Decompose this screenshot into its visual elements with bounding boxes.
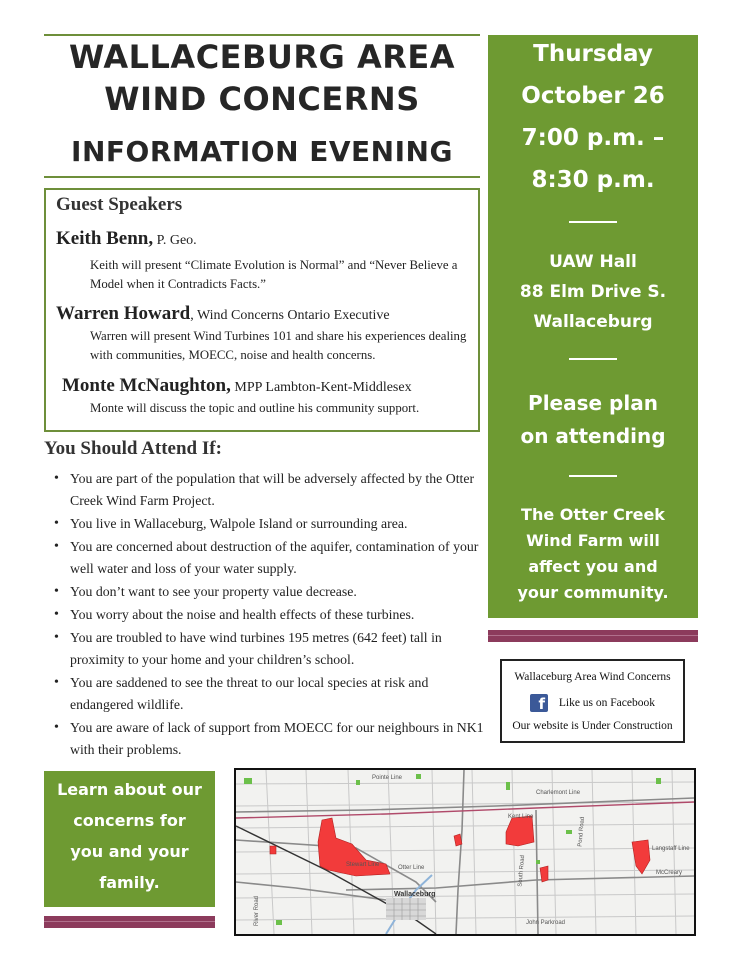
otter-line3: affect you and <box>528 557 658 576</box>
map-label: Kent Line <box>508 814 534 820</box>
speaker-role: MPP Lambton-Kent-Middlesex <box>230 380 412 395</box>
list-item: • You are aware of lack of support from MOECC for our neighbours in NK1 with their problems. <box>52 717 484 761</box>
speaker-name <box>56 228 470 250</box>
learn-box <box>44 771 215 907</box>
attend-list <box>52 468 484 762</box>
map-label: Pointe Line <box>372 775 403 781</box>
map-label: Otter Line <box>398 865 425 871</box>
speaker-name <box>62 375 470 397</box>
page-subtitle: INFORMATION EVENING <box>71 135 453 168</box>
org-name: Wallaceburg Area Wind Concerns <box>514 671 671 683</box>
speaker-name-text: Monte McNaughton, <box>62 375 231 396</box>
map-label: Wallaceburg <box>394 891 436 898</box>
event-date: October 26 <box>521 83 665 109</box>
otter-line2: Wind Farm will <box>526 531 660 550</box>
otter-line4: your community. <box>517 583 669 602</box>
divider <box>569 358 617 360</box>
map-label: McCreary <box>656 870 683 876</box>
town-wallaceburg <box>386 898 426 920</box>
website-status: Our website is Under Construction <box>512 720 673 732</box>
facebook-link-label[interactable]: Like us on Facebook <box>558 696 655 709</box>
accent-bar <box>488 630 698 642</box>
map-label: River Road <box>254 895 260 926</box>
speaker-description: Warren will present Wind Turbines 101 and share his experiences dealing with communities, MOECC, noise and health concerns. <box>90 329 467 362</box>
facebook-link[interactable] <box>502 694 683 712</box>
map-label: Pond Road <box>577 816 587 848</box>
venue-name: UAW Hall <box>549 252 637 272</box>
event-time-start: 7:00 p.m. – <box>521 125 665 151</box>
event-day: Thursday <box>533 41 653 67</box>
speaker-role: , Wind Concerns Ontario Executive <box>190 308 390 323</box>
facebook-icon[interactable]: f <box>530 694 548 712</box>
plan-line2: on attending <box>520 424 666 448</box>
divider <box>569 221 617 223</box>
list-item: • You are saddened to see the threat to our local species at risk and endangered wildlife. <box>52 672 484 716</box>
map-roads <box>236 770 694 934</box>
divider <box>569 475 617 477</box>
list-item: • You live in Wallaceburg, Walpole Island or surrounding area. <box>52 513 484 535</box>
speaker-name-text: Warren Howard <box>56 303 191 324</box>
event-details-panel <box>488 35 698 618</box>
attend-heading: You Should Attend If: <box>44 438 222 459</box>
venue-town: Wallaceburg <box>533 312 653 332</box>
guest-speakers-box <box>44 188 480 432</box>
learn-line3: you and your <box>70 842 189 861</box>
list-item: • You are part of the population that will be adversely affected by the Otter Creek Wind Farm Project. <box>52 468 484 512</box>
list-item: • You are concerned about destruction of the aquifer, contamination of your well water and loss of your water supply. <box>52 536 484 580</box>
list-item: • You worry about the noise and health effects of these turbines. <box>52 604 484 626</box>
speaker-name-text: Keith Benn, <box>56 228 154 249</box>
learn-line1: Learn about our <box>57 780 202 799</box>
title-bottom-rule <box>44 176 480 178</box>
map-main-roads <box>236 770 694 934</box>
speaker-name <box>56 303 470 325</box>
contact-box <box>500 659 685 743</box>
learn-line4: family. <box>99 873 160 892</box>
page-title-line1: WALLACEBURG AREA <box>69 38 455 76</box>
list-item: • You are troubled to have wind turbines 195 metres (642 feet) tall in proximity to your home and your children’s school. <box>52 627 484 671</box>
list-item: • You don’t want to see your property value decrease. <box>52 581 484 603</box>
map-label: Charlemont Line <box>536 790 581 796</box>
event-time-end: 8:30 p.m. <box>531 167 655 193</box>
learn-line2: concerns for <box>73 811 186 830</box>
project-area-map <box>234 768 696 936</box>
map-label: South Road <box>517 854 527 888</box>
plan-line1: Please plan <box>528 391 658 415</box>
speaker-role: P. Geo. <box>153 233 197 248</box>
title-top-rule <box>44 34 480 36</box>
speaker-description: Keith will present “Climate Evolution is Normal” and “Never Believe a Model when it Contradicts Facts.” <box>90 258 458 291</box>
map-label: Stewart Line <box>346 862 380 868</box>
page-title-line2: WIND CONCERNS <box>104 80 420 118</box>
map-label: Langstaff Line <box>652 846 690 852</box>
speaker-description: Monte will discuss the topic and outline his community support. <box>90 401 420 415</box>
otter-line1: The Otter Creek <box>521 505 665 524</box>
guest-speakers-heading: Guest Speakers <box>56 194 183 215</box>
map-label: John Parkroad <box>526 920 566 926</box>
venue-address: 88 Elm Drive S. <box>519 282 667 302</box>
accent-bar <box>44 916 215 928</box>
map-graphic <box>236 770 694 934</box>
